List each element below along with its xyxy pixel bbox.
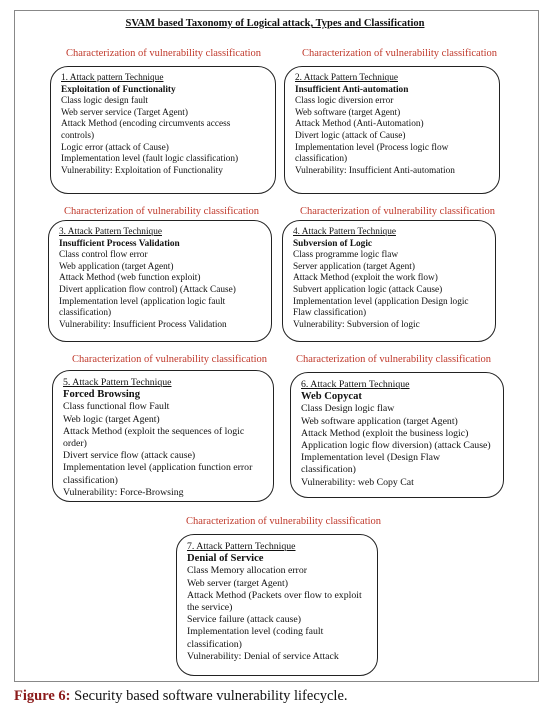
box-line: Attack Method (exploit the sequences of logic order): [63, 425, 245, 450]
box-title: Exploitation of Functionality: [61, 84, 176, 95]
characterization-label-7: Characterization of vulnerability classification: [186, 516, 382, 527]
diagram-title: SVAM based Taxonomy of Logical attack, Types and Classification: [125, 18, 425, 29]
characterization-label-6: Characterization of vulnerability classification: [296, 354, 492, 365]
box-line: Attack Method (exploit the work flow): [293, 273, 438, 284]
box-line: Divert logic (attack of Cause): [295, 130, 406, 141]
box-line: Logic error (attack of Cause): [61, 142, 169, 153]
box-line: Subvert application logic (attack Cause): [293, 284, 443, 295]
box-line: Attack Method (web function exploit): [59, 273, 201, 284]
attack-pattern-box-3: [48, 220, 272, 342]
box-line: Vulnerability: web Copy Cat: [301, 476, 414, 488]
box-line: Vulnerability: Insufficient Process Validation: [59, 319, 227, 330]
box-line: Divert service flow (attack cause): [63, 450, 196, 462]
box-line: Service failure (attack cause): [187, 614, 301, 626]
box-line: Implementation level (Design Flaw classification): [301, 452, 441, 476]
box-line: Web application (target Agent): [59, 261, 174, 272]
box-heading: 5. Attack Pattern Technique: [63, 377, 172, 388]
attack-pattern-box-7: [176, 534, 378, 676]
box-line: Server application (target Agent): [293, 261, 415, 272]
box-title: Insufficient Anti-automation: [295, 84, 409, 95]
box-line: Implementation level (application logic fault classification): [59, 296, 226, 319]
box-heading: 6. Attack Pattern Technique: [301, 379, 410, 390]
box-line: Vulnerability: Subversion of logic: [293, 319, 420, 330]
box-line: Implementation level (application Design logic Flaw classification): [293, 296, 469, 319]
box-line: Class logic diversion error: [295, 96, 394, 107]
attack-pattern-box-5: [52, 370, 274, 502]
attack-pattern-box-4: [282, 220, 496, 342]
box-line: Class Memory allocation error: [187, 565, 307, 577]
box-title: Denial of Service: [187, 553, 264, 565]
characterization-label-3: Characterization of vulnerability classification: [64, 206, 260, 217]
box-line: Vulnerability: Denial of service Attack: [187, 650, 339, 662]
box-line: Web server service (Target Agent): [61, 107, 188, 118]
box-line: Vulnerability: Exploitation of Functionality: [61, 165, 223, 176]
box-line: Application logic flow diversion) (attack Cause): [301, 440, 491, 452]
box-heading: 2. Attack Pattern Technique: [295, 73, 398, 83]
box-line: Attack Method (Packets over flow to exploit the service): [187, 589, 362, 614]
characterization-label-5: Characterization of vulnerability classification: [72, 354, 268, 365]
box-line: Web software (target Agent): [295, 107, 401, 118]
box-line: Attack Method (exploit the business logic): [301, 427, 469, 439]
box-heading: 3. Attack Pattern Technique: [59, 227, 162, 237]
box-title: Web Copycat: [301, 391, 362, 403]
box-title: Subversion of Logic: [293, 238, 373, 249]
box-title: Forced Browsing: [63, 389, 141, 401]
box-line: Divert application flow control) (Attack Cause): [59, 284, 236, 295]
box-line: Attack Method (encoding circumvents access controls): [61, 119, 231, 141]
caption-text: Security based software vulnerability lifecycle.: [70, 688, 348, 704]
box-line: Implementation level (coding fault classification): [187, 626, 324, 650]
box-title: Insufficient Process Validation: [59, 238, 180, 249]
box-line: Web software application (target Agent): [301, 415, 458, 427]
figure-caption: [14, 688, 348, 705]
box-line: Vulnerability: Force-Browsing: [63, 486, 184, 498]
box-line: Class programme logic flaw: [293, 250, 399, 261]
box-line: Vulnerability: Insufficient Anti-automation: [295, 165, 455, 176]
box-line: Implementation level (fault logic classification): [61, 154, 239, 165]
box-line: Class logic design fault: [61, 96, 149, 107]
box-line: Class functional flow Fault: [63, 401, 170, 413]
box-line: Attack Method (Anti-Automation): [295, 119, 424, 130]
attack-pattern-box-6: [290, 372, 504, 498]
box-line: Class control flow error: [59, 250, 148, 261]
characterization-label-4: Characterization of vulnerability classification: [300, 206, 496, 217]
characterization-label-2: Characterization of vulnerability classification: [302, 48, 498, 59]
box-line: Web server (target Agent): [187, 577, 289, 589]
box-line: Implementation level (Process logic flow classification): [295, 142, 449, 165]
attack-pattern-box-1: [50, 66, 276, 194]
box-heading: 7. Attack Pattern Technique: [187, 541, 296, 552]
box-line: Web logic (target Agent): [63, 413, 160, 425]
attack-pattern-box-2: [284, 66, 500, 194]
box-heading: 1. Attack pattern Technique: [61, 73, 164, 83]
characterization-label-1: Characterization of vulnerability classification: [66, 48, 262, 59]
box-heading: 4. Attack Pattern Technique: [293, 227, 396, 237]
box-line: Class Design logic flaw: [301, 403, 395, 415]
figure-label: Figure 6:: [14, 688, 71, 704]
box-line: Implementation level (application function error classification): [63, 462, 253, 486]
